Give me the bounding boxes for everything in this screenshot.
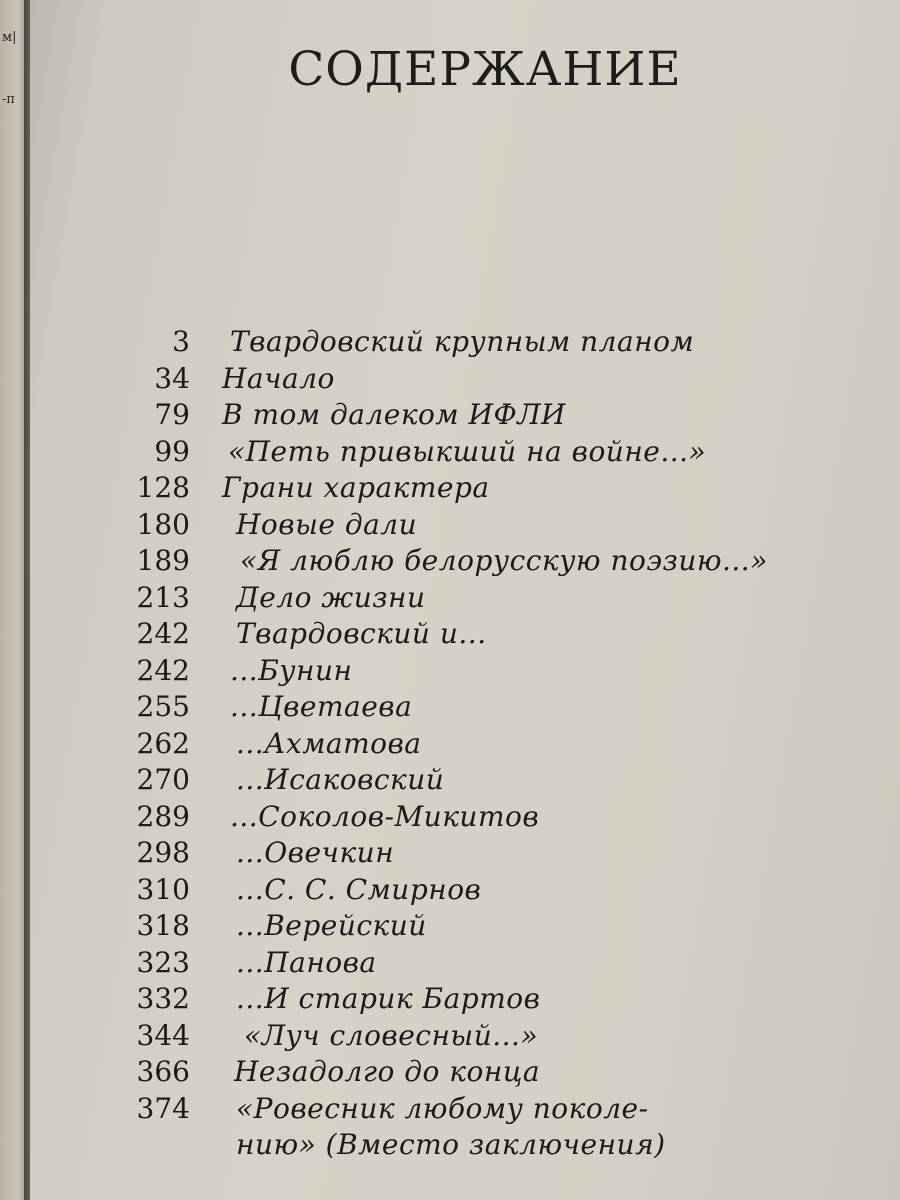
toc-entry-title: В том далеком ИФЛИ [222,398,566,431]
previous-page-fragment: -п [2,92,16,107]
toc-entry-title: «Луч словесный...» [244,1018,539,1052]
toc-entry-title: ...Цветаева [230,690,413,723]
toc-page-number: 213 [136,580,190,614]
toc-entry [30,580,900,617]
toc-entry [30,397,900,434]
toc-entry-title: «Петь привыкший на войне...» [228,434,707,468]
page-title: СОДЕРЖАНИЕ [288,42,682,97]
toc-entry-title: ...И старик Бартов [236,982,541,1015]
toc-entry-title: «Ровесник любому поколе- нию» (Вместо заключения) [236,1091,666,1161]
toc-page-number: 3 [172,325,190,358]
toc-entry-title: Грани характера [222,471,490,504]
toc-entry-title: ...С. С. Смирнов [236,872,482,906]
toc-entry-title: «Я люблю белорусскую поэзию...» [240,544,768,577]
toc-entry-title: ...Бунин [230,653,353,687]
toc-page-number: 374 [136,1091,190,1125]
toc-page-number: 255 [136,690,190,723]
toc-page-number: 180 [136,507,190,541]
toc-page-number: 242 [136,653,190,687]
toc-page-number: 262 [136,726,190,760]
toc-page-number: 318 [136,909,190,942]
toc-entry-title: Начало [222,361,335,395]
toc-page-number: 298 [136,836,190,869]
toc-entry [30,1091,900,1165]
toc-page-number: 270 [136,763,190,796]
toc-entry-title: Новые дали [236,507,418,541]
toc-page-number: 310 [136,872,190,906]
previous-page-fragment: м| [2,30,17,45]
toc-entry-title: ...Овечкин [236,836,395,869]
toc-page-number: 189 [136,544,190,577]
toc-entry-title: Твардовский крупным планом [230,325,695,358]
contents-page [30,0,900,1200]
toc-entry [30,653,900,690]
toc-page-number: 242 [136,617,190,650]
toc-entry [30,945,900,982]
toc-entry-title: ...Соколов-Микитов [230,799,540,833]
toc-entry [30,324,900,361]
toc-entry [30,726,900,763]
table-of-contents [30,324,900,1165]
toc-entry [30,872,900,909]
toc-entry [30,543,900,580]
toc-entry [30,434,900,471]
toc-entry [30,507,900,544]
toc-entry [30,689,900,726]
toc-page-number: 99 [154,434,190,468]
toc-page-number: 344 [136,1018,190,1052]
toc-page-number: 34 [154,361,190,395]
toc-page-number: 128 [136,471,190,504]
toc-entry [30,1054,900,1091]
toc-entry [30,981,900,1018]
toc-entry-title: ...Панова [236,945,377,979]
toc-page-number: 289 [136,799,190,833]
toc-entry-title: ...Верейский [236,909,427,942]
toc-entry-title: ...Исаковский [236,763,445,796]
toc-page-number: 323 [136,945,190,979]
toc-entry-title: Дело жизни [236,580,426,614]
toc-entry [30,799,900,836]
toc-entry [30,616,900,653]
toc-entry-title: ...Ахматова [236,726,422,760]
toc-entry [30,762,900,799]
toc-entry-title: Незадолго до конца [234,1055,541,1088]
toc-page-number: 332 [136,982,190,1015]
toc-page-number: 79 [154,398,190,431]
toc-entry [30,470,900,507]
toc-entry [30,361,900,398]
toc-entry-title: Твардовский и... [236,617,487,650]
toc-entry [30,835,900,872]
toc-page-number: 366 [136,1055,190,1088]
toc-entry [30,908,900,945]
toc-entry [30,1018,900,1055]
